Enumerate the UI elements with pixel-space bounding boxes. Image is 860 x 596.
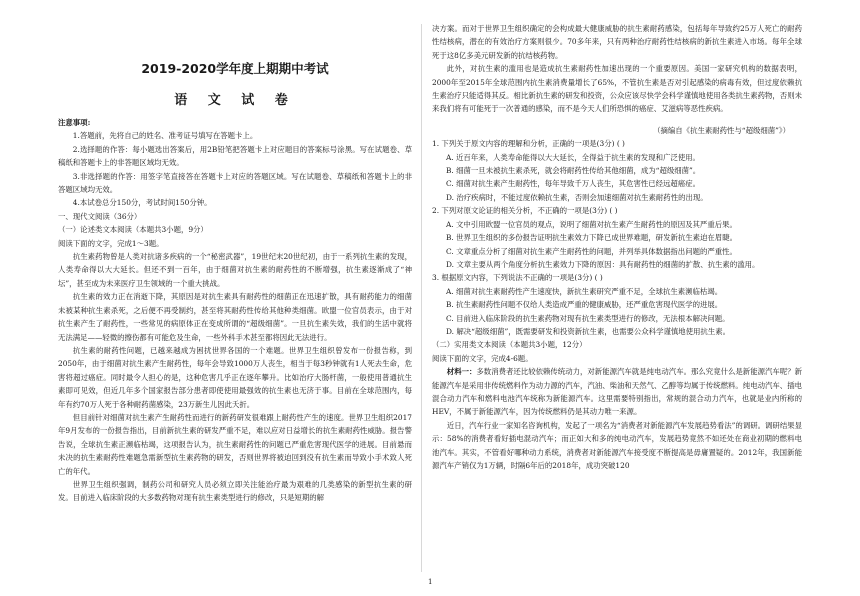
column-divider xyxy=(421,24,422,572)
material-paragraph: 近日，汽车行业一家知名咨询机构，发起了一项名为“消费者对新能源汽车发展趋势看法”的调研。调研结果显示：58%的消费者看好插电混动汽车；而正如大和多的纯电动汽车，发展趋势竟然不如还处在商业初期的燃料电池汽车。其实，不管看好哪种动力系统，消费者对新能源汽车接受度不断提高是毋庸置疑的。2012年，我国新能源汽车产销仅为1万辆，时隔6年后的2018年，成功突破120 xyxy=(432,420,802,470)
page-number: 1 xyxy=(428,578,433,586)
notes-heading: 注意事项: xyxy=(58,118,91,127)
subsection-title: （一）论述类文本阅读（本题共3小题，9分） xyxy=(58,225,208,235)
passage-paragraph: 抗生素的效力正在消逝下降，其原因是对抗生素具有耐药性的细菌正在迅速扩散，具有耐药能力的细菌未被某种抗生素杀死，之后便不再受制约，甚至将其耐药性传给其他种类细菌。欧盟一位官员表示，由于对抗生素产生了耐药性，一些常见的病原体正在变成所谓的“超级细菌”。一旦抗生素失效，我们的生活中就将无法满足——轻微的擦伤都有可能危及生命，一些外科手术甚至都将因此无法进行。 xyxy=(58,292,412,342)
question-option: A. 近百年来，人类寿命能得以大大延长，全得益于抗生素的发现和广泛使用。 xyxy=(446,152,700,162)
question-option: D. 治疗疾病时，不能过度依赖抗生素，否则会加速细菌对抗生素耐药性的出现。 xyxy=(446,192,708,202)
material-text: 多数消费者还比较依赖传统动力，对新能源汽车就是纯电动汽车。那么究竟什么是新能源汽车呢？新能源汽车是采用非传统燃料作为动力源的汽车，汽油、柴油和天然气、乙醇等均属于传统燃料。纯电动汽车、插电混合动力汽车和燃料电池汽车统称为新能源汽车。这里需要特别指出，常规的混合动力汽车，也就是业内所称的HEV，不属于新能源汽车，因为传统燃料仍是其动力唯一来源。 xyxy=(432,367,802,417)
section-title: 一、现代文阅读（36分） xyxy=(58,211,142,221)
passage-source: （摘编自《抗生素耐药性与“超级细菌”》） xyxy=(653,125,790,135)
note-item: 1.答题前，先将自己的姓名、准考证号填写在答题卡上。 xyxy=(72,131,258,141)
question-option: A. 文中引用欧盟一位官员的观点，说明了细菌对抗生素产生耐药性的原因及其严重后果。 xyxy=(446,219,737,229)
exam-subtitle: 语 文 试 卷 xyxy=(174,93,296,108)
question-option: C. 文章重点分析了细菌对抗生素产生耐药性的问题，并列举具体数据指出问题的严重性。 xyxy=(446,246,737,256)
passage-paragraph: 此外，对抗生素的滥用也是造成抗生素耐药性加速出现的一个重要原因。美国一家研究机构的数据表明，2000年至2015年全球范围内抗生素消费量增长了65%，不管抗生素是否对引起感染的病毒有效，但过度依赖抗生素治疗只能适得其反。相比新抗生素的研发和投资，公众应该尽快学会科学谨慎地使用各类抗生素药物，否则未来我们将有可能死于一次普通的感染，而不是今天人们所恐惧的癌症、艾滋病等恶性疾病。 xyxy=(432,64,802,114)
passage-paragraph: 决方案。而对于世界卫生组织确定的会构成最大健康威胁的抗生素耐药感染，包括每年导致约25万人死亡的耐药性结核病，潜在的有效治疗方案则很少。70多年来，只有两种治疗耐药性结核病的新抗生素进入市场。每年全球死于这8亿多美元研发新的抗结核药物。 xyxy=(432,24,802,60)
passage-paragraph: 但目前针对细菌对抗生素产生耐药性而进行的新药研发很难跟上耐药性产生的速度。世界卫生组织2017年9月发布的一份报告指出，目前新抗生素的研发严重不足，难以应对日益增长的抗生素耐药性威胁。报告警告说，全球抗生素正濒临枯竭，这项报告认为，抗生素耐药性的问题已严重危害现代医学的进展。目前悬而未决的抗生素耐药性难题急需新型抗生素药物的研发，否则世界将被迫回到没有抗生素而导致小手术致人死亡的年代。 xyxy=(58,412,412,476)
passage-paragraph: 世界卫生组织强调，制药公司和研究人员必须立即关注能治疗最为艰难的几类感染的新型抗生素的研发。目前进入临床阶段的大多数药物对现有抗生素类型进行的修改，只是短期的解 xyxy=(58,479,412,503)
question-option: C. 目前进入临床阶段的抗生素药物对现有抗生素类型进行的修改，无法根本解决问题。 xyxy=(446,313,730,323)
material-paragraph xyxy=(432,365,802,419)
subsection-title: （二）实用类文本阅读（本题共3小题，12分） xyxy=(432,340,587,350)
note-item: 2.选择题的作答：每小题选出答案后，用2B铅笔把答题卡上对应题目的答案标号涂黑。写在试题卷、草稿纸和答题卡上的非答题区域均无效。 xyxy=(58,144,412,168)
reading-instruction: 阅读下面的文字，完成1～3题。 xyxy=(58,238,164,248)
question-option: D. 解决“超级细菌”，既需要研发和投资新抗生素，也需要公众科学谨慎地使用抗生素。 xyxy=(446,326,730,336)
question-option: A. 细菌对抗生素耐药性产生速度快，新抗生素研究严重不足，全球抗生素濒临枯竭。 xyxy=(446,286,723,296)
question-option: B. 抗生素耐药性问题不仅给人类造成严重的健康威胁，还严重危害现代医学的进展。 xyxy=(446,300,723,310)
right-column xyxy=(432,0,802,596)
passage-paragraph: 抗生素药物曾是人类对抗诸多疾病的一个“秘密武器”，19世纪末20世纪初，由于一系列抗生素的发现，人类寿命得以大大延长。但还不到一百年，由于细菌对抗生素的耐药性的不断增强，抗生素逐渐成了“神坛”，甚至成为未来医疗卫生领域的一个重大挑战。 xyxy=(58,252,412,288)
question-option: B. 细菌一旦未被抗生素杀死，就会将耐药性传给其他细菌，成为“超级细菌”。 xyxy=(446,166,701,176)
question-option: B. 世界卫生组织的多份报告证明抗生素效力下降已成世界难题，研发新抗生素迫在眉睫。 xyxy=(446,233,737,243)
exam-title: 2019-2020学年度上期期中考试 xyxy=(141,61,329,76)
question-option: D. 文章主要从两个角度分析抗生素效力下降的原因：具有耐药性的细菌的扩散、抗生素的滥用。 xyxy=(446,259,760,269)
reading-instruction: 阅读下面的文字，完成4-6题。 xyxy=(432,353,533,363)
question-stem: 1. 下列关于原文内容的理解和分析，正确的一项是(3分) ( ) xyxy=(432,139,625,149)
material-label: 材料一： xyxy=(446,367,477,377)
passage-paragraph: 抗生素的耐药性问题，已越来越成为困扰世界各国的一个难题。世界卫生组织曾发布一份报告称，到2050年，由于细菌对抗生素产生耐药性，每年会导致1000万人丧生，相当于每3秒钟就有1人死去生命，危害将超过癌症。同时最令人担心的是，这种危害几乎正在逐年攀升。比如治疗大肠杆菌，一般使用普通抗生素即可见效，但近几年多个国家报告部分患者即使使用最强效的抗生素也无济于事。目前在全球范围内，每年有约70万人死于各种耐药菌感染，23万新生儿因此夭折。 xyxy=(58,345,412,409)
question-stem: 3. 根据原文内容，下列说法不正确的一项是(3分) ( ) xyxy=(432,273,603,283)
question-option: C. 细菌对抗生素产生耐药性，每年导致千万人丧生，其危害性已经远超癌症。 xyxy=(446,179,700,189)
note-item: 3.非选择题的作答：用签字笔直接答在答题卡上对应的答题区域。写在试题卷、草稿纸和答题卡上的非答题区域均无效。 xyxy=(58,171,412,195)
note-item: 4.本试卷总分150分，考试时间150分钟。 xyxy=(72,198,212,208)
question-stem: 2. 下列对原文论证的相关分析，不正确的一项是(3分) ( ) xyxy=(432,206,618,216)
left-column xyxy=(58,0,412,596)
